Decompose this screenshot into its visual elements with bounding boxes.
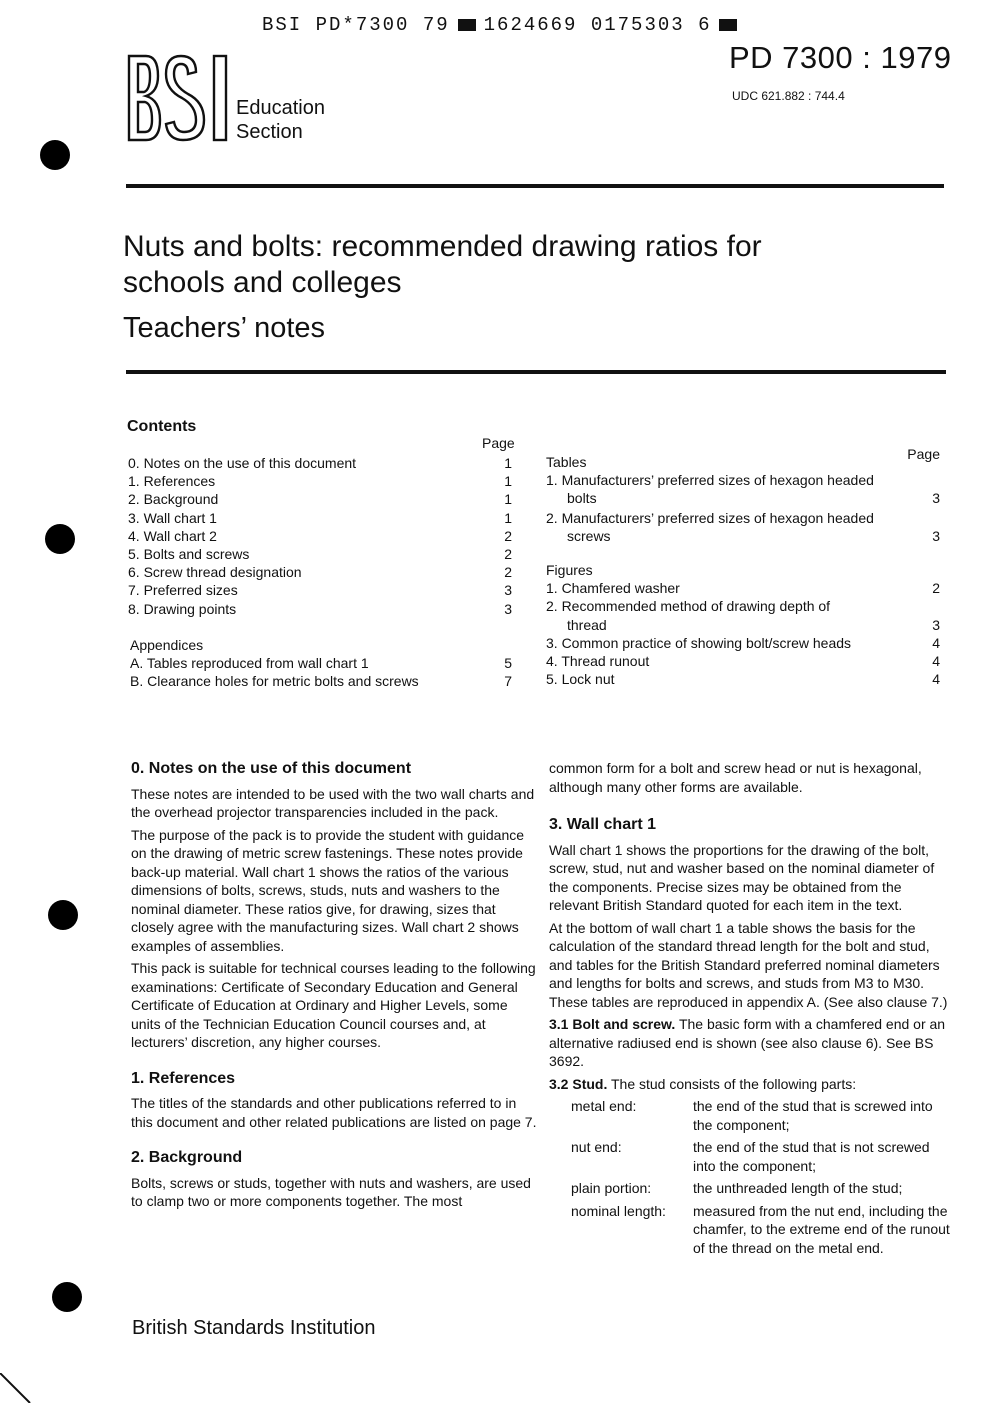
- toc-item[interactable]: [128, 509, 512, 527]
- toc-item[interactable]: [128, 581, 512, 599]
- figure-item[interactable]: [546, 597, 940, 633]
- figure-item-label-cont: thread: [567, 616, 607, 633]
- definition-text: the end of the stud that is not screwed into the component;: [693, 1139, 930, 1174]
- appendices-heading: Appendices: [130, 636, 204, 653]
- table-item-page: 3: [932, 490, 940, 507]
- punch-hole: [48, 900, 78, 930]
- punch-hole: [45, 524, 75, 554]
- toc-item[interactable]: [128, 563, 512, 581]
- toc-item-page: 1: [504, 509, 512, 526]
- section-3-paragraph: Wall chart 1 shows the proportions for the drawing of the bolt, screw, stud, nut and washer based on the nominal diameter of the components. Precise sizes may be obtained from the relevant British Standard quoted for each item in the text.: [549, 841, 935, 913]
- toc-item-page: 2: [504, 564, 512, 581]
- section-1-paragraph: The titles of the standards and other publications referred to in this document and other related publications are listed on page 7.: [131, 1095, 537, 1130]
- contents-heading: Contents: [127, 418, 197, 435]
- definition-text: measured from the nut end, including the chamfer, to the extreme end of the runout of the thread on the metal end.: [693, 1202, 950, 1256]
- appendix-item[interactable]: [128, 672, 512, 690]
- contents-page-label: Page: [482, 435, 515, 451]
- page-subtitle: Teachers’ notes: [123, 312, 326, 344]
- page-title: Nuts and bolts: recommended drawing ratios for schools and colleges: [123, 230, 762, 299]
- table-item[interactable]: [546, 471, 940, 507]
- document-number: PD 7300 : 1979: [729, 40, 952, 75]
- clause-3-2-text: The stud consists of the following parts:: [607, 1075, 857, 1092]
- punch-hole: [40, 140, 70, 170]
- toc-item-label: 8. Drawing points: [128, 600, 237, 617]
- figures-heading: Figures: [546, 562, 593, 579]
- section-1-heading: 1. References: [131, 1069, 236, 1087]
- table-item-label-cont: screws: [567, 527, 611, 544]
- toc-item-page: 1: [504, 455, 512, 471]
- appendix-item-page: 5: [504, 655, 512, 672]
- tables-header-row: [546, 446, 940, 471]
- toc-item-page: 3: [504, 600, 512, 617]
- definition-text: the end of the stud that is screwed into the component;: [693, 1098, 933, 1133]
- figure-item-label: 4. Thread runout: [546, 653, 650, 670]
- section-3-paragraph: At the bottom of wall chart 1 a table shows the basis for the calculation of the standard thread length for the bolt and stud, and tables for the British Standard preferred nominal diameters and lengths for bolts and screws, and studs from M3 to M30. These tables are reproduced in appendix A. (See also clause 7.): [549, 919, 948, 1010]
- section-2-paragraph-cont: common form for a bolt and screw head or nut is hexagonal, although many other forms are available.: [549, 760, 922, 795]
- figure-item[interactable]: [546, 579, 940, 597]
- body-left-column: [131, 760, 537, 1215]
- toc-item[interactable]: [128, 545, 512, 563]
- stud-parts-list: [571, 1097, 955, 1257]
- bsi-logo-text: BSI: [126, 52, 128, 53]
- toc-item-label: 7. Preferred sizes: [128, 582, 238, 599]
- clause-3-1-text: The basic form with a chamfered end or an alternative radiused end is shown (see also clause 6). See BS 3692.: [549, 1016, 946, 1069]
- toc-item[interactable]: [128, 490, 512, 508]
- table-item-label-cont: bolts: [567, 490, 597, 507]
- figure-item-page: 4: [932, 653, 940, 670]
- definition-text: the unthreaded length of the stud;: [693, 1180, 903, 1196]
- publisher-footer: British Standards Institution: [132, 1317, 376, 1339]
- tables-page-label: Page: [907, 446, 940, 462]
- clause-3-1: [549, 1015, 955, 1071]
- figure-item-label: 1. Chamfered washer: [546, 580, 680, 597]
- toc-item-label: 6. Screw thread designation: [128, 564, 302, 581]
- section-0-paragraph: These notes are intended to be used with the two wall charts and the overhead projector transparencies included in the pack.: [131, 785, 535, 820]
- figure-item[interactable]: [546, 670, 940, 688]
- toc-item-label: 2. Background: [128, 491, 219, 508]
- contents-list: [128, 454, 512, 690]
- tables-figures-list: [546, 446, 940, 688]
- section-line-2: Section: [236, 121, 303, 143]
- figure-item[interactable]: [546, 652, 940, 670]
- bsi-logo: [126, 52, 232, 144]
- toc-item-page: 3: [504, 582, 512, 599]
- toc-item[interactable]: [128, 472, 512, 490]
- toc-item-label: 4. Wall chart 2: [128, 527, 217, 544]
- figure-item-page: 3: [932, 616, 940, 633]
- title-rule: [126, 370, 946, 374]
- appendix-item[interactable]: [128, 654, 512, 672]
- toc-item-label: 1. References: [128, 473, 216, 490]
- table-item-page: 3: [932, 527, 940, 544]
- figure-item-label: 3. Common practice of showing bolt/screw heads: [546, 634, 852, 651]
- toc-item[interactable]: [128, 527, 512, 545]
- section-3-heading: 3. Wall chart 1: [549, 816, 656, 833]
- definition-term: metal end:: [571, 1098, 637, 1114]
- clause-3-2-title: 3.2 Stud.: [549, 1075, 608, 1092]
- tables-heading: Tables: [546, 454, 587, 470]
- toc-item[interactable]: [128, 600, 512, 618]
- udc-code: UDC 621.882 : 744.4: [732, 89, 845, 103]
- clause-3-2: [549, 1075, 955, 1094]
- appendix-item-label: A. Tables reproduced from wall chart 1: [130, 655, 369, 672]
- scan-code: [262, 14, 745, 36]
- appendix-item-label: B. Clearance holes for metric bolts and screws: [130, 673, 419, 690]
- header-rule: [126, 184, 944, 188]
- toc-item-page: 1: [504, 473, 512, 490]
- toc-item-page: 1: [504, 491, 512, 508]
- definition-term: plain portion:: [571, 1180, 652, 1196]
- clause-3-1-title: 3.1 Bolt and screw.: [549, 1016, 676, 1032]
- section-2-heading: 2. Background: [131, 1149, 243, 1166]
- toc-item-page: 2: [504, 546, 512, 563]
- figure-item-page: 4: [932, 671, 940, 688]
- section-0-heading: 0. Notes on the use of this document: [131, 760, 412, 777]
- punch-hole: [52, 1282, 82, 1312]
- figure-item-label: 5. Lock nut: [546, 671, 615, 688]
- toc-item-page: 2: [504, 527, 512, 544]
- section-0-paragraph: This pack is suitable for technical courses leading to the following examinations: Certificate of Secondary Education and General Certificate of Education at Ordinary and Higher Levels, some units of the Technician Education Council courses and, at lecturers’ discretion, any higher courses.: [131, 960, 536, 1050]
- table-item-label: 2. Manufacturers’ preferred sizes of hexagon headed: [546, 509, 874, 526]
- appendix-item-page: 7: [504, 673, 512, 690]
- barcode-block-icon: [458, 19, 476, 31]
- section-0-paragraph: The purpose of the pack is to provide the student with guidance on the drawing of metric screw fastenings. These notes provide back-up material. Wall chart 1 shows the ratios of the various dimensions of bolts, screws, studs, nuts and washers to the nominal diameter. These ratios give, for drawing, sizes that closely agree with the manufacturing sizes. Wall chart 2 shows examples of assemblies.: [131, 826, 525, 954]
- barcode-block-icon: [719, 19, 737, 31]
- section-line-1: Education: [236, 97, 325, 119]
- definition-term: nominal length:: [571, 1202, 666, 1219]
- definition-term: nut end:: [571, 1139, 622, 1155]
- toc-item-label: 5. Bolts and screws: [128, 546, 250, 563]
- figure-item-page: 2: [932, 580, 940, 597]
- figure-item[interactable]: [546, 634, 940, 652]
- toc-item-label: 0. Notes on the use of this document: [128, 455, 357, 471]
- scan-code-text-2: 1624669 0175303 6: [483, 14, 712, 36]
- body-right-column: [549, 759, 955, 1257]
- section-name: [236, 96, 325, 144]
- table-item[interactable]: [546, 509, 940, 545]
- page-corner-mark: [0, 1373, 40, 1403]
- scan-code-text: BSI PD*7300 79: [262, 14, 450, 36]
- figure-item-label: 2. Recommended method of drawing depth of: [546, 598, 831, 615]
- section-2-paragraph: Bolts, screws or studs, together with nuts and washers, are used to clamp two or more components together. The most: [131, 1174, 531, 1209]
- toc-item-label: 3. Wall chart 1: [128, 509, 217, 526]
- figure-item-page: 4: [932, 634, 940, 651]
- toc-item[interactable]: [128, 454, 512, 472]
- table-item-label: 1. Manufacturers’ preferred sizes of hexagon headed: [546, 472, 874, 489]
